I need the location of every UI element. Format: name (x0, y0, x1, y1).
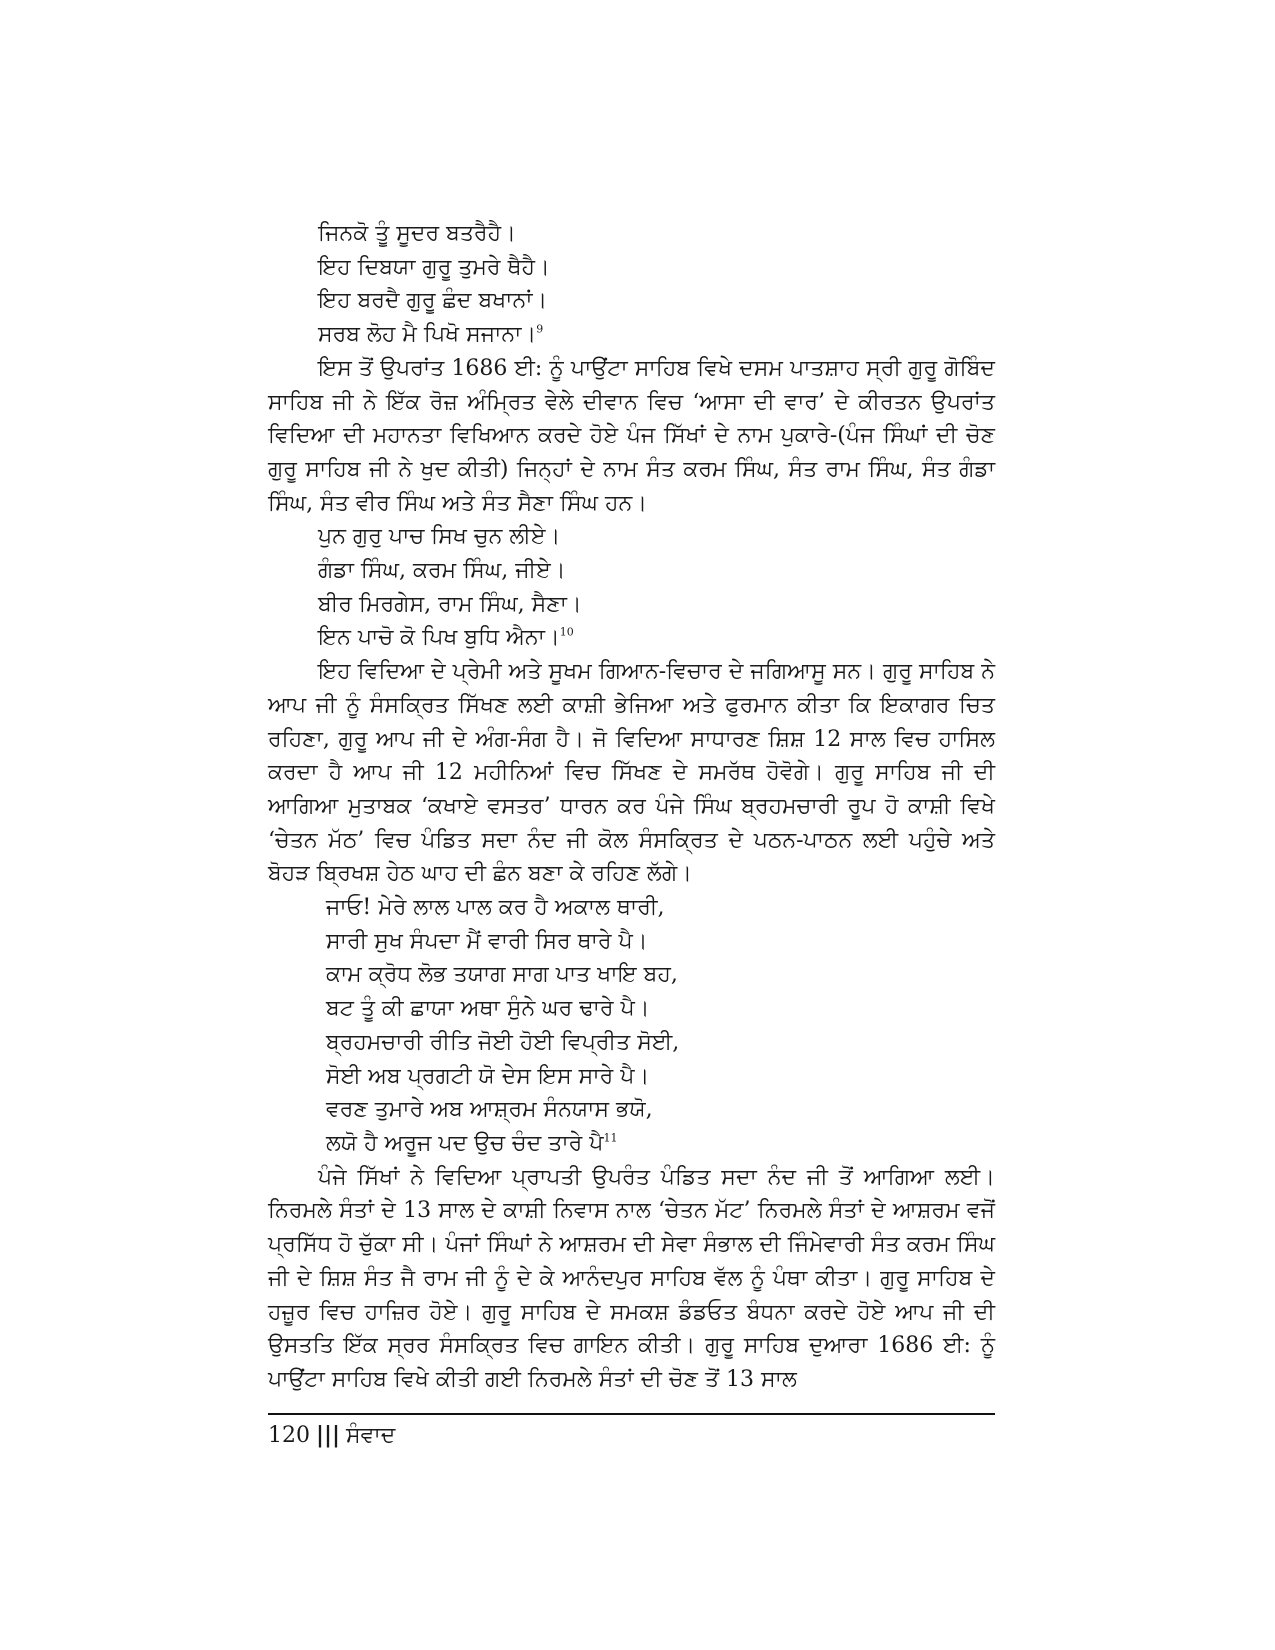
verse-line: ਕਾਮ ਕ੍ਰੋਧ ਲੋਭ ਤਯਾਗ ਸਾਗ ਪਾਤ ਖਾਇ ਬਹ, (326, 962, 678, 988)
page-footer (268, 1420, 395, 1451)
verse-line: ਵਰਣ ਤੁਮਾਰੇ ਅਬ ਆਸ਼੍ਰਮ ਸੰਨਯਾਸ ਭਯੋ, (326, 1097, 653, 1123)
verse-block-3 (268, 891, 995, 1161)
verse-line: ਬਟ ਤੂੰ ਕੀ ਛਾਯਾ ਅਥਾ ਸੁੰਨੇ ਘਰ ਢਾਰੇ ਪੈ। (326, 996, 650, 1022)
verse-line: ਸਰਬ ਲੋਹ ਮੈ ਪਿਖੋ ਸਜਾਨਾ।$^9$ (318, 322, 544, 348)
verse-line: ਜਾਓ! ਮੇਰੇ ਲਾਲ ਪਾਲ ਕਰ ਹੈ ਅਕਾਲ ਥਾਰੀ, (326, 895, 665, 921)
page-number: 120 (268, 1423, 310, 1448)
footnote-ref[interactable]: 11 (603, 1131, 618, 1145)
paragraph-2: ਇਹ ਵਿਦਿਆ ਦੇ ਪ੍ਰੇਮੀ ਅਤੇ ਸੂਖਮ ਗਿਆਨ-ਵਿਚਾਰ ਦੇ ਜਗਿਆਸੂ ਸਨ। ਗੁਰੂ ਸਾਹਿਬ ਨੇ ਆਪ ਜੀ ਨੂੰ ਸੰਸਕ੍ਰਿਤ ਸਿੱਖਣ ਲਈ ਕਾਸ਼ੀ ਭੇਜਿਆ ਅਤੇ ਫੁਰਮਾਨ ਕੀਤਾ ਕਿ ਇਕਾਗਰ ਚਿਤ ਰਹਿਣਾ, ਗੁਰੂ ਆਪ ਜੀ ਦੇ ਅੰਗ-ਸੰਗ ਹੈ। ਜੋ ਵਿਦਿਆ ਸਾਧਾਰਣ ਸ਼ਿਸ਼ 12 ਸਾਲ ਵਿਚ ਹਾਸਿਲ ਕਰਦਾ ਹੈ ਆਪ ਜੀ 12 ਮਹੀਨਿਆਂ ਵਿਚ ਸਿੱਖਣ ਦੇ ਸਮਰੱਥ ਹੋਵੋਗੇ। ਗੁਰੂ ਸਾਹਿਬ ਜੀ ਦੀ ਆਗਿਆ ਮੁਤਾਬਕ ‘ਕਖਾਏ ਵਸਤਰ’ ਧਾਰਨ ਕਰ ਪੰਜੇ ਸਿੰਘ ਬ੍ਰਹਮਚਾਰੀ ਰੂਪ ਹੋ ਕਾਸ਼ੀ ਵਿਖੇ ‘ਚੇਤਨ ਮੱਠ’ ਵਿਚ ਪੰਡਿਤ ਸਦਾ ਨੰਦ ਜੀ ਕੋਲ ਸੰਸਕ੍ਰਿਤ ਦੇ ਪਠਨ-ਪਾਠਨ ਲਈ ਪਹੁੰਚੇ ਅਤੇ ਬੋਹੜ ਬ੍ਰਿਖਸ਼ ਹੇਠ ਘਾਹ ਦੀ ਛੰਨ ਬਣਾ ਕੇ ਰਹਿਣ ਲੱਗੇ। (268, 659, 995, 887)
journal-name: ਸੰਵਾਦ (346, 1423, 396, 1448)
footer-divider (268, 1413, 995, 1415)
footnote-ref[interactable]: 10 (559, 626, 574, 640)
verse-line: ਗੰਡਾ ਸਿੰਘ, ਕਰਮ ਸਿੰਘ, ਜੀਏ। (318, 558, 566, 584)
verse-line: ਇਹ ਬਰਦੈ ਗੁਰੂ ਛੰਦ ਬਖਾਨਾਂ। (318, 288, 548, 314)
page-body (268, 217, 995, 1397)
verse-line: ਸੋਈ ਅਬ ਪ੍ਰਗਟੀ ਯੋ ਦੇਸ ਇਸ ਸਾਰੇ ਪੈ। (326, 1063, 650, 1089)
footer-separator: ||| (316, 1422, 341, 1448)
verse-block-2 (268, 520, 995, 655)
paragraph-1: ਇਸ ਤੋਂ ਉਪਰਾਂਤ 1686 ਈ: ਨੂੰ ਪਾਉਂਟਾ ਸਾਹਿਬ ਵਿਖੇ ਦਸਮ ਪਾਤਸ਼ਾਹ ਸ੍ਰੀ ਗੁਰੂ ਗੋਬਿੰਦ ਸਾਹਿਬ ਜੀ ਨੇ ਇੱਕ ਰੋਜ਼ ਅੰਮ੍ਰਿਤ ਵੇਲੇ ਦੀਵਾਨ ਵਿਚ ‘ਆਸਾ ਦੀ ਵਾਰ’ ਦੇ ਕੀਰਤਨ ਉਪਰਾਂਤ ਵਿਦਿਆ ਦੀ ਮਹਾਨਤਾ ਵਿਖਿਆਨ ਕਰਦੇ ਹੋਏ ਪੰਜ ਸਿੱਖਾਂ ਦੇ ਨਾਮ ਪੁਕਾਰੇ-(ਪੰਜ ਸਿੰਘਾਂ ਦੀ ਚੋਣ ਗੁਰੂ ਸਾਹਿਬ ਜੀ ਨੇ ਖੁਦ ਕੀਤੀ) ਜਿਨ੍ਹਾਂ ਦੇ ਨਾਮ ਸੰਤ ਕਰਮ ਸਿੰਘ, ਸੰਤ ਰਾਮ ਸਿੰਘ, ਸੰਤ ਗੰਡਾ ਸਿੰਘ, ਸੰਤ ਵੀਰ ਸਿੰਘ ਅਤੇ ਸੰਤ ਸੈਣਾ ਸਿੰਘ ਹਨ। (268, 355, 995, 516)
verse-line: ਇਨ ਪਾਚੋ ਕੋ ਪਿਖ ਬੁਧਿ ਐਨਾ।$^{10}$ (318, 625, 574, 651)
verse-line: ਬੀਰ ਮਿਰਗੇਸ, ਰਾਮ ਸਿੰਘ, ਸੈਣਾ। (318, 591, 582, 617)
verse-line: ਬ੍ਰਹਮਚਾਰੀ ਰੀਤਿ ਜੋਈ ਹੋਈ ਵਿਪ੍ਰੀਤ ਸੋਈ, (326, 1029, 680, 1055)
verse-line: ਇਹ ਦਿਬਯਾ ਗੁਰੂ ਤੁਮਰੇ ਥੈਹੈ। (318, 254, 550, 280)
verse-block-1 (268, 217, 995, 352)
verse-line: ਲਯੋ ਹੈ ਅਰੂਜ ਪਦ ਉਚ ਚੰਦ ਤਾਰੇ ਪੈ$^{11}$ (326, 1130, 618, 1156)
footnote-ref[interactable]: 9 (536, 322, 544, 336)
verse-line: ਪੁਨ ਗੁਰੁ ਪਾਚ ਸਿਖ ਚੁਨ ਲੀਏ। (318, 524, 561, 550)
paragraph-3: ਪੰਜੇ ਸਿੱਖਾਂ ਨੇ ਵਿਦਿਆ ਪ੍ਰਾਪਤੀ ਉਪਰੰਤ ਪੰਡਿਤ ਸਦਾ ਨੰਦ ਜੀ ਤੋਂ ਆਗਿਆ ਲਈ। ਨਿਰਮਲੇ ਸੰਤਾਂ ਦੇ 13 ਸਾਲ ਦੇ ਕਾਸ਼ੀ ਨਿਵਾਸ ਨਾਲ ‘ਚੇਤਨ ਮੱਟ’ ਨਿਰਮਲੇ ਸੰਤਾਂ ਦੇ ਆਸ਼ਰਮ ਵਜੋਂ ਪ੍ਰਸਿੱਧ ਹੋ ਚੁੱਕਾ ਸੀ। ਪੰਜਾਂ ਸਿੰਘਾਂ ਨੇ ਆਸ਼ਰਮ ਦੀ ਸੇਵਾ ਸੰਭਾਲ ਦੀ ਜਿੰਮੇਵਾਰੀ ਸੰਤ ਕਰਮ ਸਿੰਘ ਜੀ ਦੇ ਸ਼ਿਸ਼ ਸੰਤ ਜੈ ਰਾਮ ਜੀ ਨੂੰ ਦੇ ਕੇ ਆਨੰਦਪੁਰ ਸਾਹਿਬ ਵੱਲ ਨੂੰ ਪੰਥਾ ਕੀਤਾ। ਗੁਰੂ ਸਾਹਿਬ ਦੇ ਹਜ਼ੂਰ ਵਿਚ ਹਾਜ਼ਿਰ ਹੋਏ। ਗੁਰੂ ਸਾਹਿਬ ਦੇ ਸਮਕਸ਼ ਡੰਡਓਤ ਬੰਧਨਾ ਕਰਦੇ ਹੋਏ ਆਪ ਜੀ ਦੀ ਉਸਤਤਿ ਇੱਕ ਸ੍ਰਰ ਸੰਸਕ੍ਰਿਤ ਵਿਚ ਗਾਇਨ ਕੀਤੀ। ਗੁਰੂ ਸਾਹਿਬ ਦੁਆਰਾ 1686 ਈ: ਨੂੰ ਪਾਉਂਟਾ ਸਾਹਿਬ ਵਿਖੇ ਕੀਤੀ ਗਈ ਨਿਰਮਲੇ ਸੰਤਾਂ ਦੀ ਚੋਣ ਤੋਂ 13 ਸਾਲ (268, 1164, 995, 1392)
verse-line: ਸਾਰੀ ਸੁਖ ਸੰਪਦਾ ਮੈਂ ਵਾਰੀ ਸਿਰ ਥਾਰੇ ਪੈ। (326, 928, 648, 954)
verse-line: ਜਿਨਕੋ ਤੂੰ ਸੂਦਰ ਬਤਰੈਹੈ। (318, 221, 516, 246)
